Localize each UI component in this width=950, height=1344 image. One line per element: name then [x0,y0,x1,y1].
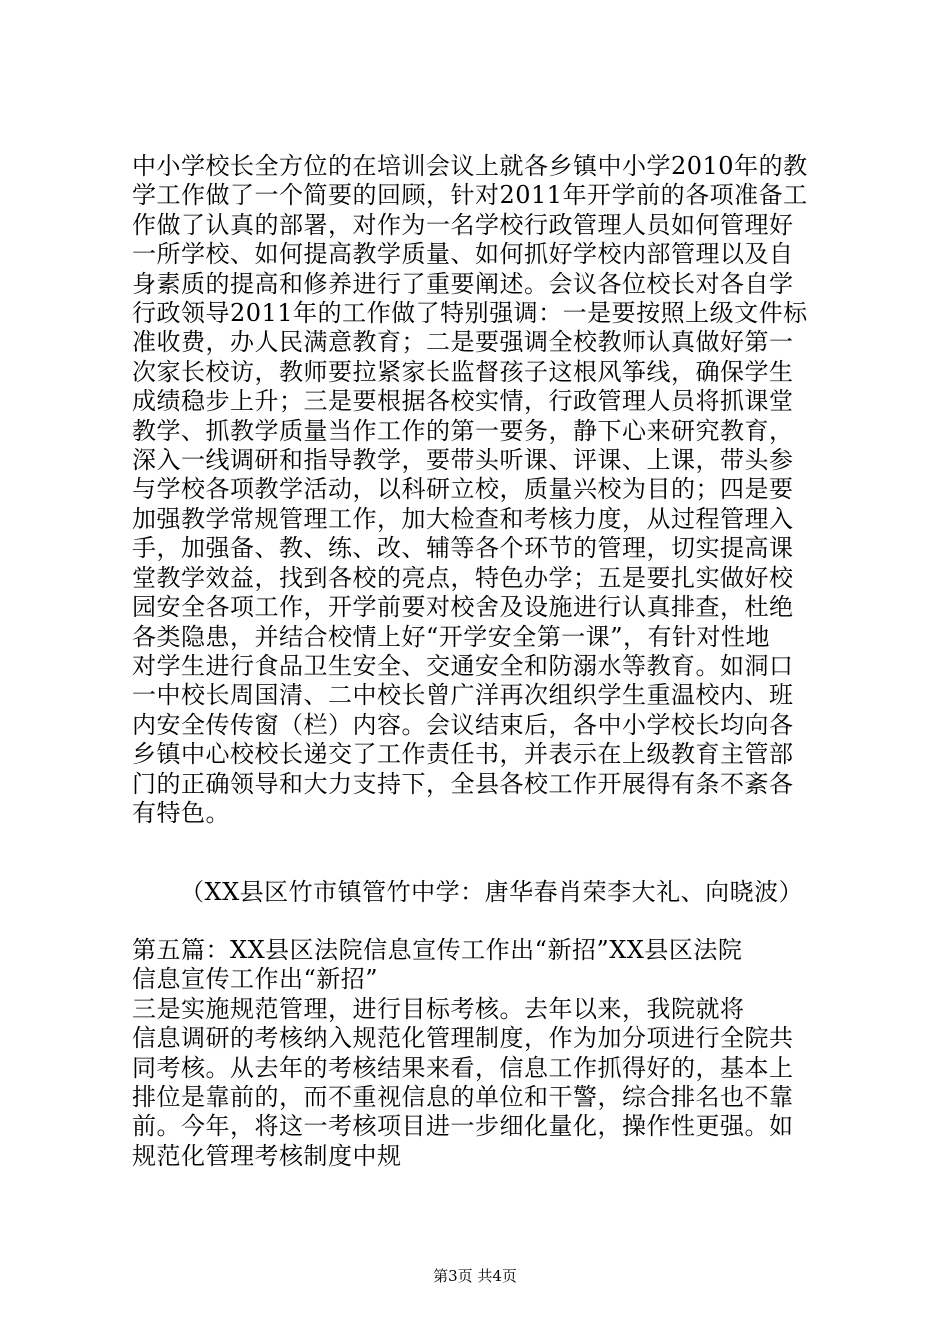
page-number-footer: 第3页 共4页 [433,1267,517,1285]
author-signature: （XX县区竹市镇管竹中学：唐华春肖荣李大礼、向晓波） [180,878,804,906]
body-paragraph: 中小学校长全方位的在培训会议上就各乡镇中小学2010年的教 学工作做了一个简要的回顾，针对2011年开学前的各项准备工 作做了认真的部署，对作为一名学校行政管理人员如何管理好 一所学校、如何提高教学质量、如何抓好学校内部管理以及自 身素质的提高和修养进行了重要阐述。会议各位校长对各自学 行政领导2011年的工作做了特别强调：一是要按照上级文件标 准收费，办人民满意教育；二是要强调全校教师认真做好第一 次家长校访，教师要拉紧家长监督孩子这根风筝线，确保学生 成绩稳步上升；三是要根据各校实情，行政管理人员将抓课堂 教学、抓教学质量当作工作的第一要务，静下心来研究教育， 深入一线调研和指导教学，要带头听课、评课、上课，带头参 与学校各项教学活动，以科研立校，质量兴校为目的；四是要 加强教学常规管理工作，加大检查和考核力度，从过程管理入 手，加强备、教、练、改、辅等各个环节的管理，切实提高课 堂教学效益，找到各校的亮点，特色办学；五是要扎实做好校 园安全各项工作，开学前要对校舍及设施进行认真排查，杜绝 各类隐患，并结合校情上好“开学安全第一课”，有针对性地 对学生进行食品卫生安全、交通安全和防溺水等教育。如洞口 一中校长周国清、二中校长曾广洋再次组织学生重温校内、班 内安全传传窗（栏）内容。会议结束后，各中小学校长均向各 乡镇中心校校长递交了工作责任书，并表示在上级教育主管部 门的正确领导和大力支持下，全县各校工作开展得有条不紊各 有特色。 [132,152,808,827]
section-five-text: 第五篇：XX县区法院信息宣传工作出“新招”XX县区法院 信息宣传工作出“新招” 三是实施规范管理，进行目标考核。去年以来，我院就将 信息调研的考核纳入规范化管理制度，作为加分项进行全院共 同考核。从去年的考核结果来看，信息工作抓得好的，基本上 排位是靠前的，而不重视信息的单位和干警，综合排名也不靠 前。今年，将这一考核项目进一步细化量化，操作性更强。如 规范化管理考核制度中规 [132,936,794,1170]
